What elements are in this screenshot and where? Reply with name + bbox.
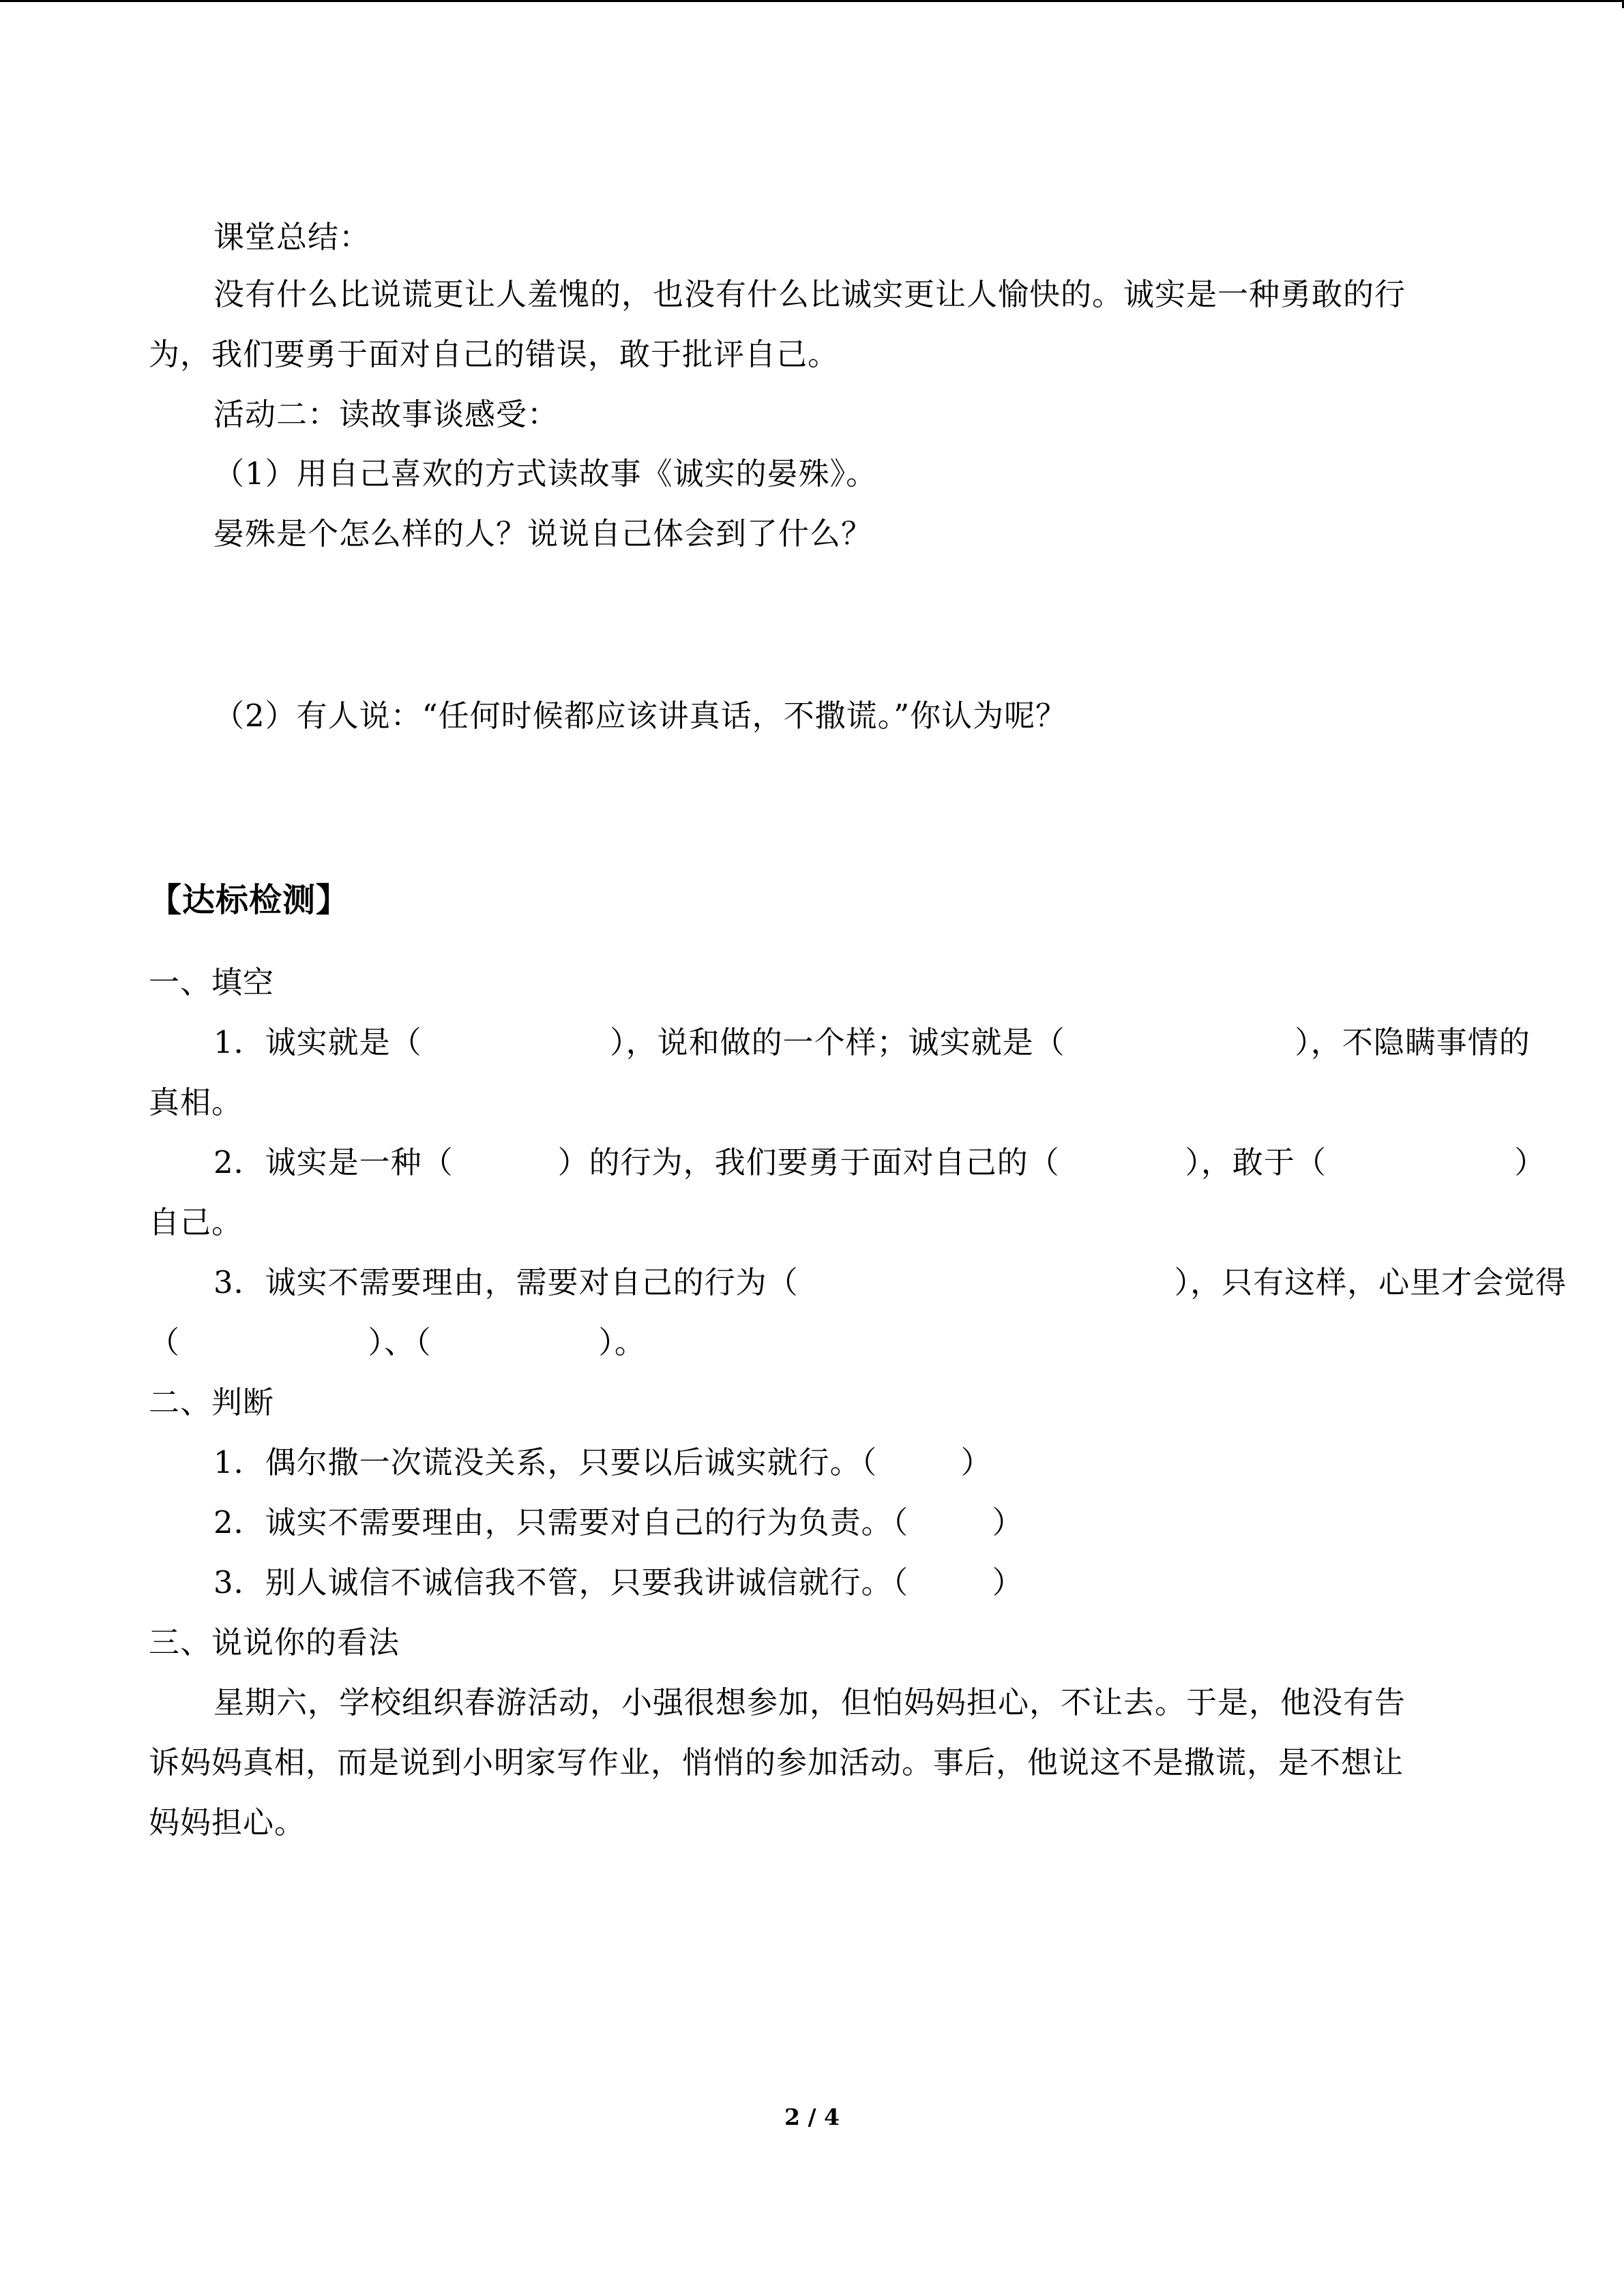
top-border-line (0, 0, 1624, 2)
fill-item-1-line-1: 1．诚实就是（ ），说和做的一个样；诚实就是（ ），不隐瞒事情的 (213, 1024, 1531, 1060)
fill-item-3-line-1: 3．诚实不需要理由，需要对自己的行为（ ），只有这样，心里才会觉得 (213, 1264, 1567, 1300)
scenario-line-3: 妈妈担心。 (149, 1804, 306, 1840)
fill-item-2-line-2: 自己。 (149, 1204, 243, 1240)
page-number: 2 / 4 (784, 2104, 840, 2130)
fill-item-2-line-1: 2．诚实是一种（ ）的行为，我们要勇于面对自己的（ ），敢于（ ） (213, 1144, 1546, 1180)
fill-item-3-line-2: （ ）、（ ）。 (149, 1324, 646, 1360)
fill-item-1-line-2: 真相。 (149, 1084, 243, 1120)
scenario-line-2: 诉妈妈真相，而是说到小明家写作业，悄悄的参加活动。事后，他说这不是撒谎，是不想让 (149, 1744, 1404, 1780)
part-two-title: 二、判断 (149, 1384, 275, 1420)
question-1: （1）用自己喜欢的方式读故事《诚实的晏殊》。 (213, 456, 878, 492)
summary-label: 课堂总结： (213, 219, 371, 255)
part-one-title: 一、填空 (149, 964, 275, 1000)
section-title: 【达标检测】 (149, 881, 350, 919)
judge-item-3: 3．别人诚信不诚信我不管，只要我讲诚信就行。（ ） (213, 1564, 1024, 1600)
question-1-prompt: 晏殊是个怎么样的人？说说自己体会到了什么？ (213, 516, 873, 552)
scenario-line-1: 星期六，学校组织春游活动，小强很想参加，但怕妈妈担心，不让去。于是，他没有告 (213, 1684, 1406, 1720)
judge-item-1: 1．偶尔撒一次谎没关系，只要以后诚实就行。（ ） (213, 1444, 992, 1480)
question-2: （2）有人说：“任何时候都应该讲真话，不撒谎。”你认为呢？ (213, 698, 1067, 734)
activity-two-label: 活动二：读故事谈感受： (213, 396, 559, 432)
summary-line-1: 没有什么比说谎更让人羞愧的，也没有什么比诚实更让人愉快的。诚实是一种勇敢的行 (213, 276, 1406, 312)
judge-item-2: 2．诚实不需要理由，只需要对自己的行为负责。（ ） (213, 1504, 1024, 1540)
summary-line-2: 为，我们要勇于面对自己的错误，敢于批评自己。 (149, 336, 840, 372)
part-three-title: 三、说说你的看法 (149, 1624, 400, 1660)
